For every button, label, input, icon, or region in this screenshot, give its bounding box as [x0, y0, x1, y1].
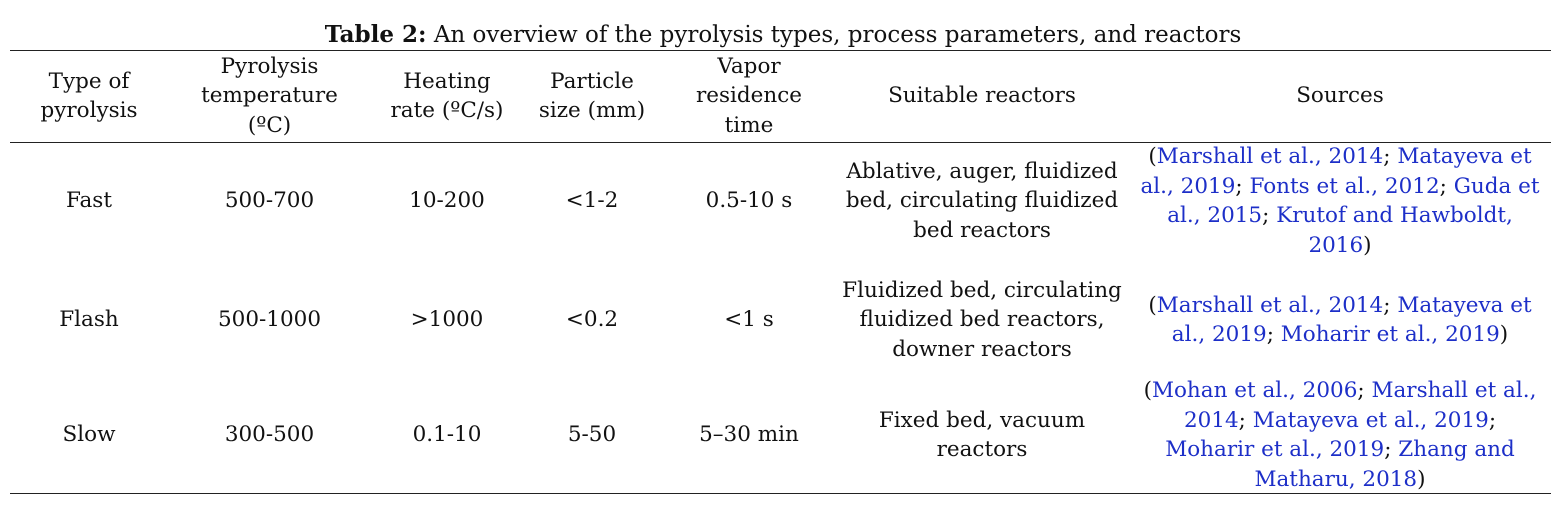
row-flash-sources: [1140, 260, 1540, 380]
header-reactors: Suitable reactors: [888, 83, 1076, 109]
close-paren: ): [1417, 466, 1426, 492]
citation-link[interactable]: Matayeva et al., 2019: [1171, 292, 1532, 347]
row-flash-temperature: 500-1000: [217, 307, 322, 333]
row-slow-sources: [1140, 376, 1540, 494]
row-flash-heating-rate: >1000: [410, 307, 484, 333]
open-paren: (: [1148, 144, 1157, 169]
open-paren: (: [1148, 292, 1157, 318]
row-flash-vapor-time: <1 s: [724, 307, 774, 333]
header-type: Type of pyrolysis: [40, 68, 138, 123]
citation-link[interactable]: Matayeva et al., 2019: [1252, 407, 1489, 433]
citation-separator: ;: [1238, 407, 1253, 433]
row-slow-vapor-time: 5–30 min: [699, 422, 799, 448]
citation-link[interactable]: Marshall et al., 2014: [1156, 292, 1384, 318]
citation-separator: ;: [1384, 437, 1399, 462]
citation-link[interactable]: Moharir et al., 2019: [1280, 322, 1500, 347]
row-flash-type: Flash: [59, 307, 119, 333]
citation-separator: ;: [1262, 203, 1277, 228]
citation-separator: ;: [1266, 322, 1281, 347]
caption-text: An overview of the pyrolysis types, process parameters, and reactors: [426, 22, 1242, 48]
citation-link[interactable]: Marshall et al., 2014: [1156, 144, 1384, 169]
row-fast-sources: [1140, 144, 1540, 258]
citation-separator: ;: [1383, 144, 1398, 169]
row-slow-reactors: Fixed bed, vacuum reactors: [878, 407, 1086, 462]
header-vapor-time: Vapor residence time: [695, 53, 802, 138]
citation-link[interactable]: Guda et al., 2015: [1167, 173, 1540, 228]
row-slow-heating-rate: 0.1-10: [412, 422, 482, 448]
citation-separator: ;: [1439, 173, 1454, 199]
header-temperature: Pyrolysis temperature (ºC): [201, 53, 338, 138]
row-slow-temperature: 300-500: [224, 422, 315, 448]
row-fast-vapor-time: 0.5-10 s: [705, 188, 793, 214]
citation-link[interactable]: Krutof and Hawboldt, 2016: [1276, 203, 1513, 258]
row-flash-particle-size: <0.2: [565, 307, 619, 333]
citation-link[interactable]: Fonts et al., 2012: [1249, 173, 1440, 199]
citation-link[interactable]: Mohan et al., 2006: [1151, 378, 1358, 403]
row-fast-sources-text: [1140, 142, 1540, 260]
caption-label: Table 2:: [324, 21, 427, 48]
citation-link[interactable]: Marshall et al., 2014: [1183, 378, 1537, 433]
citation-separator: ;: [1235, 173, 1250, 199]
citation-link[interactable]: Zhang and Matharu, 2018: [1254, 437, 1515, 492]
citation-link[interactable]: Moharir et al., 2019: [1165, 437, 1385, 462]
citation-link[interactable]: Matayeva et al., 2019: [1140, 144, 1532, 199]
row-slow-type: Slow: [62, 422, 116, 448]
row-fast-type: Fast: [66, 188, 112, 214]
header-sources: Sources: [1296, 83, 1384, 109]
close-paren: ): [1499, 322, 1509, 347]
citation-separator: ;: [1357, 378, 1372, 403]
row-fast-reactors: Ablative, auger, fluidized bed, circulating fluidized bed reactors: [845, 158, 1119, 243]
row-slow-particle-size: 5-50: [567, 422, 617, 448]
header-particle-size: Particle size (mm): [538, 68, 646, 123]
open-paren: (: [1143, 378, 1152, 403]
citation-separator: ;: [1488, 407, 1497, 433]
close-paren: ): [1363, 232, 1372, 258]
row-slow-sources-text: [1140, 376, 1540, 494]
row-flash-reactors: Fluidized bed, circulating fluidized bed reactors, downer reactors: [842, 277, 1122, 362]
row-fast-heating-rate: 10-200: [409, 188, 485, 214]
citation-separator: ;: [1383, 292, 1398, 318]
row-fast-particle-size: <1-2: [565, 188, 619, 214]
header-heating-rate: Heating rate (ºC/s): [390, 68, 504, 123]
table-caption: [0, 20, 1566, 50]
row-fast-temperature: 500-700: [224, 188, 315, 214]
row-flash-sources-text: [1140, 291, 1540, 350]
